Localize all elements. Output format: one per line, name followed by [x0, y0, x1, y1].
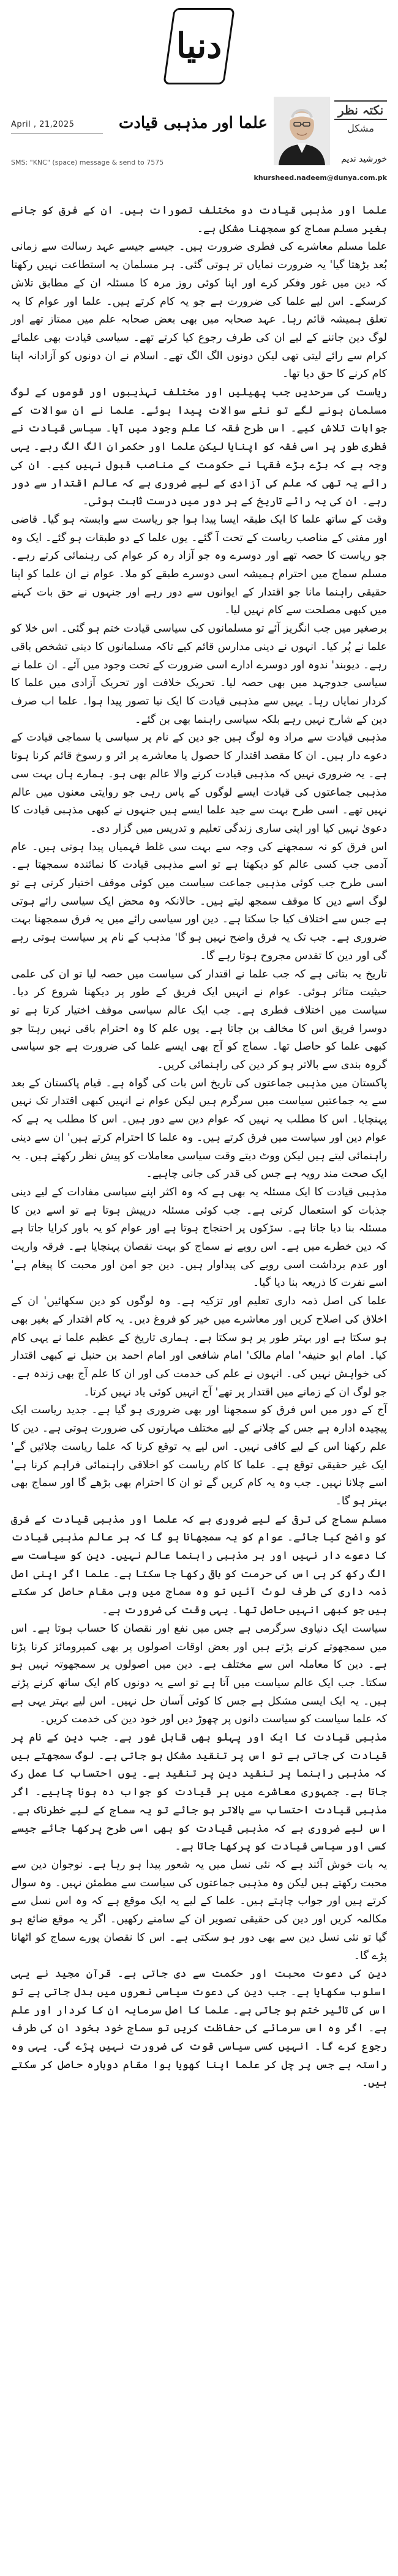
- article-paragraph: آج کے دور میں اس فرق کو سمجھنا اور بھی ضروری ہو گیا ہے۔ جدید ریاست ایک پیچیدہ ادارہ ہے جس کے چلانے کے لیے مختلف مہارتوں کی ضرورت ہوتی ہے۔ دین کا علم رکھنا اس کے لیے کافی نہیں۔ اس لیے یہ توقع کرنا کہ علما ریاست چلائیں گے' ایک غیر حقیقی توقع ہے۔ علما کا کام ریاست کو اخلاقی راہنمائی فراہم کرنا ہے' اسے چلانا نہیں۔ جب وہ یہ کام کریں گے تو ان کا احترام بھی بڑھے گا اور سماج بھی بہتر ہو گا۔: [11, 1404, 387, 1507]
- author-name: خورشید ندیم: [341, 154, 387, 164]
- article-paragraph: مذہبی قیادت کا ایک اور پہلو بھی قابل غور ہے۔ جب دین کے نام پر قیادت کی جاتی ہے تو اس پر تنقید مشکل ہو جاتی ہے۔ لوگ سمجھتے ہیں کہ مذہبی راہنما پر تنقید دین پر تنقید ہے۔ یوں احتساب کا عمل رک جاتا ہے۔ جمہوری معاشرے میں ہر قیادت کو جواب دہ ہونا چاہیے۔ اگر مذہبی قیادت احتساب سے بالاتر ہو جائے تو یہ سماج کے لیے خطرناک ہے۔ اس لیے ضروری ہے کہ مذہبی قیادت کو بھی اسی طرح پرکھا جائے جیسے کسی اور سیاسی قیادت کو پرکھا جاتا ہے۔: [11, 1731, 387, 1853]
- article-paragraph: سیاست ایک دنیاوی سرگرمی ہے جس میں نفع اور نقصان کا حساب ہوتا ہے۔ اس میں سمجھوتے کرنے پڑتے ہیں اور بعض اوقات اصولوں پر بھی کمپرومائز کرنا پڑتا ہے۔ دین کا معاملہ اس سے مختلف ہے۔ دین میں اصولوں پر سمجھوتہ نہیں ہو سکتا۔ جب ایک عالم سیاست میں آتا ہے تو اسے یہ دونوں کام ایک ساتھ کرنے پڑتے ہیں۔ یہ ایک ایسی مشکل ہے جس کا کوئی آسان حل نہیں۔ اس لیے بہتر یہی ہے کہ علما سیاست کو سیاست دانوں پر چھوڑ دیں اور خود دین کی خدمت کریں۔: [11, 1622, 387, 1726]
- author-box: [253, 92, 387, 184]
- article-paragraph: وقت کے ساتھ علما کا ایک طبقہ ایسا پیدا ہوا جو ریاست سے وابستہ ہو گیا۔ قاضی اور مفتی کے مناصب ریاست کے تحت آ گئے۔ یوں علما کے دو طبقات ہو گئے۔ ایک وہ جو ریاست کا حصہ تھے اور دوسرے وہ جو آزاد رہ کر عوام کی رہنمائی کرتے رہے۔ مسلم سماج میں احترام ہمیشہ اسی دوسرے طبقے کو ملا۔ عوام نے ان علما کو اپنا حقیقی راہنما مانا جو اقتدار کے ایوانوں سے دور رہے اور جنہوں نے حق بات کہنے میں کبھی مصلحت سے کام نہیں لیا۔: [11, 513, 387, 617]
- article-paragraph: تاریخ یہ بتاتی ہے کہ جب علما نے اقتدار کی سیاست میں حصہ لیا تو ان کی علمی حیثیت متاثر ہوئی۔ عوام نے انہیں ایک فریق کے طور پر دیکھنا شروع کر دیا۔ سیاست میں اختلاف فطری ہے۔ جب ایک عالم سیاسی موقف اختیار کرتا ہے تو دوسرا فریق اس کا مخالف بن جاتا ہے۔ یوں علم کا وہ احترام باقی نہیں رہتا جو کبھی علما کو حاصل تھا۔ سماج کو آج بھی ایسے علما کی ضرورت ہے جو سیاسی گروہ بندی سے بالاتر ہو کر دین کی راہنمائی کریں۔: [11, 968, 387, 1072]
- article-paragraph: مسلم سماج کی ترقی کے لیے ضروری ہے کہ علما اور مذہبی قیادت کے فرق کو واضح کیا جائے۔ عوام کو یہ سمجھانا ہو گا کہ ہر عالم مذہبی قیادت کا دعوے دار نہیں اور ہر مذہبی راہنما عالم نہیں۔ دین کو سیاست سے الگ رکھ کر ہی اس کی حرمت کو باقی رکھا جا سکتا ہے۔ علما اگر اپنی اصل ذمہ داری کی طرف لوٹ آئیں تو وہ سماج میں وہی مقام حاصل کر سکتے ہیں جو کبھی انہیں حاصل تھا۔ یہی وقت کی ضرورت ہے۔: [11, 1513, 387, 1617]
- author-portrait: [274, 97, 330, 165]
- article-paragraph: علما اور مذہبی قیادت دو مختلف تصورات ہیں۔ ان کے فرق کو جانے بغیر مسلم سماج کو سمجھنا مشکل ہے۔: [11, 204, 387, 235]
- article-paragraph: برصغیر میں جب انگریز آئے تو مسلمانوں کی سیاسی قیادت ختم ہو گئی۔ اس خلا کو علما نے پُر کیا۔ انہوں نے دینی مدارس قائم کیے تاکہ مسلمانوں کا دینی تشخص باقی رہے۔ دیوبند' ندوہ اور دوسرے ادارے اسی ضرورت کے تحت وجود میں آئے۔ ان علما نے سیاسی جدوجہد میں بھی حصہ لیا۔ تحریک خلافت اور تحریک آزادی میں علما کا کردار نمایاں رہا۔ یہیں سے مذہبی قیادت کا ایک نیا تصور پیدا ہوا۔ علما اب صرف دین کے شارح نہیں رہے بلکہ سیاسی راہنما بھی بن گئے۔: [11, 622, 387, 726]
- column-brand-title: نکتہ نظر: [334, 100, 387, 120]
- article-paragraph: اس فرق کو نہ سمجھنے کی وجہ سے بہت سی غلط فہمیاں پیدا ہوتی ہیں۔ عام آدمی جب کسی عالم کو دیکھتا ہے تو اسے مذہبی قیادت کا نمائندہ سمجھتا ہے۔ اسی طرح جب کوئی مذہبی جماعت سیاست میں کوئی موقف اختیار کرتی ہے تو لوگ اسے دین کا موقف سمجھ لیتے ہیں۔ حالانکہ وہ محض ایک سیاسی رائے ہوتی ہے جس سے اختلاف کیا جا سکتا ہے۔ دین اور سیاسی رائے میں یہ فرق سمجھنا بہت ضروری ہے۔ جب تک یہ فرق واضح نہیں ہو گا' مذہب کے نام پر سیاست ہوتی رہے گی اور دین کا تقدس مجروح ہوتا رہے گا۔: [11, 840, 387, 962]
- column-brand: [334, 100, 387, 134]
- article-paragraph: یہ بات خوش آئند ہے کہ نئی نسل میں یہ شعور پیدا ہو رہا ہے۔ نوجوان دین سے محبت رکھتے ہیں لیکن وہ مذہبی جماعتوں کی سیاست سے مطمئن نہیں۔ وہ سوال کرتے ہیں اور جواب چاہتے ہیں۔ علما کے لیے یہ ایک موقع ہے کہ وہ اس نسل سے مکالمہ کریں اور دین کی حقیقی تصویر ان کے سامنے رکھیں۔ اگر یہ موقع ضائع ہو گیا تو نئی نسل دین سے بھی دور ہو سکتی ہے۔ اس کا نقصان پورے سماج کو اٹھانا پڑے گا۔: [11, 1858, 387, 1962]
- column-header: [11, 92, 387, 190]
- publish-date: April , 21,2025: [11, 120, 103, 134]
- column-brand-sub: مشکل: [347, 122, 374, 134]
- date-block: [11, 92, 164, 166]
- author-email: khursheed.nadeem@dunya.com.pk: [253, 174, 387, 182]
- newspaper-logo: [168, 8, 230, 84]
- article-body: [11, 202, 387, 2093]
- masthead: [11, 0, 387, 92]
- article-paragraph: علما مسلم معاشرے کی فطری ضرورت ہیں۔ جیسے جیسے عہد رسالت سے زمانی بُعد بڑھتا گیا' یہ ضرورت نمایاں تر ہوتی گئی۔ ہر مسلمان یہ استطاعت نہیں رکھتا کہ دین میں غور وفکر کرے اور اپنا کوئی روز مرہ کا مسئلہ ان کے مطابق تلاش کرسکے۔ اس لیے علما کی ضرورت ہے جو یہ کام کرتے ہیں۔ علما اور عوام کا یہ تعلق ہمیشہ قائم رہا۔ عہد صحابہ میں بھی بعض صحابہ علم میں ممتاز تھے اور لوگ دین جاننے کے لیے ان کی طرف رجوع کیا کرتے تھے۔ سیاسی قیادت بھی علمائے کرام سے رائے لیتی تھی لیکن دونوں الگ الگ تھے۔ اسلام نے ان دونوں کو آزادانہ اپنا کام کرنے کا حق دیا تھا۔: [11, 241, 387, 381]
- column-title: علما اور مذہبی قیادت: [118, 114, 268, 132]
- logo-text: دنیا: [176, 26, 222, 66]
- title-block: [109, 92, 268, 132]
- article-paragraph: مذہبی قیادت کا ایک مسئلہ یہ بھی ہے کہ وہ اکثر اپنے سیاسی مفادات کے لیے دینی جذبات کو استعمال کرتی ہے۔ جب کوئی مسئلہ درپیش ہوتا ہے تو اسے دین کا مسئلہ بنا دیا جاتا ہے۔ سڑکوں پر احتجاج ہوتا ہے اور عوام کو یہ باور کرایا جاتا ہے کہ دین خطرے میں ہے۔ اس رویے نے سماج کو بہت نقصان پہنچایا ہے۔ فرقہ واریت اور عدم برداشت اسی رویے کی پیداوار ہیں۔ دین جو امن اور محبت کا پیغام ہے' اسے نفرت کا ذریعہ بنا دیا گیا۔: [11, 1185, 387, 1290]
- article-paragraph: علما کی اصل ذمہ داری تعلیم اور تزکیہ ہے۔ وہ لوگوں کو دین سکھائیں' ان کے اخلاق کی اصلاح کریں اور معاشرے میں خیر کو فروغ دیں۔ یہ کام اقتدار کے بغیر بھی ہو سکتا ہے اور بہتر طور پر ہو سکتا ہے۔ ہماری تاریخ کے عظیم علما نے یہی کام کیا۔ امام ابو حنیفہ' امام مالک' امام شافعی اور امام احمد بن حنبل نے کبھی اقتدار کی خواہش نہیں کی۔ انہوں نے علم کی خدمت کی اور ان کا علم آج بھی زندہ ہے۔ جو لوگ ان کے زمانے میں اقتدار پر تھے' آج انہیں کوئی یاد نہیں کرتا۔: [11, 1295, 387, 1398]
- article-paragraph: مذہبی قیادت سے مراد وہ لوگ ہیں جو دین کے نام پر سیاسی یا سماجی قیادت کے دعوے دار ہیں۔ ان کا مقصد اقتدار کا حصول یا معاشرے پر اثر و رسوخ قائم کرنا ہوتا ہے۔ یہ ضروری نہیں کہ مذہبی قیادت کرنے والا عالم بھی ہو۔ ہمارے ہاں بہت سی مذہبی جماعتوں کی قیادت ایسے لوگوں کے پاس رہی جو روایتی معنوں میں عالم نہیں تھے۔ اسی طرح بہت سے جید علما ایسے ہیں جنہوں نے کبھی مذہبی قیادت کا دعویٰ نہیں کیا اور اپنی ساری زندگی تعلیم و تدریس میں گزار دی۔: [11, 731, 387, 835]
- article-paragraph: ریاست کی سرحدیں جب پھیلیں اور مختلف تہذیبوں اور قوموں کے لوگ مسلمان ہونے لگے تو نئے سوالات پیدا ہوئے۔ علما نے ان سوالات کے جوابات تلاش کیے۔ اس طرح فقہ کا علم وجود میں آیا۔ سیاسی قیادت نے فطری طور پر اسی فقہ کو اپنایا لیکن علما اور حکمران الگ الگ رہے۔ یہی وجہ ہے کہ بڑے بڑے فقہا نے حکومت کے مناصب قبول نہیں کیے۔ ان کی رائے یہ تھی کہ علم کی آزادی کے لیے ضروری ہے کہ عالم اقتدار سے دور رہے۔ ان کی یہ رائے تاریخ کے ہر دور میں درست ثابت ہوئی۔: [11, 386, 387, 508]
- article-paragraph: دین کی دعوت محبت اور حکمت سے دی جاتی ہے۔ قرآن مجید نے یہی اسلوب سکھایا ہے۔ جب دین کی دعوت سیاسی نعروں میں بدل جاتی ہے تو اس کی تاثیر ختم ہو جاتی ہے۔ علما کا اصل سرمایہ ان کا کردار اور علم ہے۔ اگر وہ اس سرمائے کی حفاظت کریں تو سماج خود بخود ان کی طرف رجوع کرے گا۔ انہیں کسی سیاسی قوت کی ضرورت نہیں پڑے گی۔ یہی وہ راستہ ہے جس پر چل کر علما اپنا کھویا ہوا مقام دوبارہ حاصل کر سکتے ہیں۔: [11, 1968, 387, 2089]
- sms-notice: SMS: "KNC" (space) message & send to 7575: [11, 159, 164, 166]
- article-paragraph: پاکستان میں مذہبی جماعتوں کی تاریخ اس بات کی گواہ ہے۔ قیام پاکستان کے بعد سے یہ جماعتیں سیاست میں سرگرم ہیں لیکن عوام نے انہیں کبھی اقتدار تک نہیں پہنچایا۔ اس کا مطلب یہ نہیں کہ عوام دین سے دور ہیں۔ اس کا مطلب یہ ہے کہ عوام دین اور سیاست میں فرق کرتے ہیں۔ وہ علما کا احترام کرتے ہیں' ان سے دینی راہنمائی لیتے ہیں لیکن ووٹ دیتے وقت سیاسی معاملات کو پیش نظر رکھتے ہیں۔ یہ ایک صحت مند رویہ ہے جس کی قدر کی جانی چاہیے۔: [11, 1077, 387, 1181]
